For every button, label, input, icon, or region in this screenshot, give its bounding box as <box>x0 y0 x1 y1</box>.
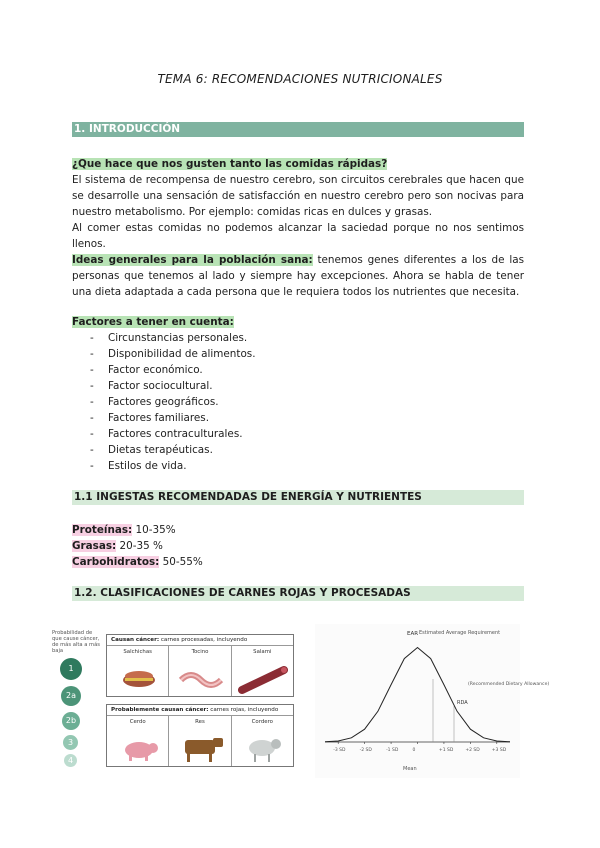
x-tick-label: +1 SD <box>438 748 454 753</box>
animal-label: Cordero <box>251 719 273 725</box>
annotation-rda: RDA <box>457 700 468 706</box>
pig-icon <box>109 726 169 766</box>
carbohidratos-line <box>72 554 524 570</box>
section-heading-clasificaciones: 1.2. CLASIFICACIONES DE CARNES ROJAS Y PROCESADAS <box>72 586 524 601</box>
intro-paragraph-2: Al comer estas comidas no podemos alcanzar la saciedad porque no nos sentimos llenos. <box>72 222 524 250</box>
nutrient-requirement-chart <box>315 624 550 778</box>
section-heading-ingestas: 1.1 INGESTAS RECOMENDADAS DE ENERGÍA Y NUTRIENTES <box>72 490 524 505</box>
annotation-estimated-average: Estimated Average Requirement <box>419 630 501 636</box>
x-tick-label: +2 SD <box>465 748 480 753</box>
level-circle: 1 <box>60 658 82 680</box>
meat-label: Tocino <box>191 649 209 655</box>
box-heading-rest: carnes procesadas, incluyendo <box>159 637 248 643</box>
box-causan-cancer <box>106 634 294 697</box>
probability-label: Probabilidad de que cause cáncer, de más alta a más baja <box>52 630 100 654</box>
level-circle: 4 <box>64 754 77 767</box>
list-item: - Estilos de vida. <box>88 458 256 474</box>
carbohidratos-label: Carbohidratos: <box>72 556 160 568</box>
animal-cell <box>232 716 293 766</box>
page-title: TEMA 6: RECOMENDACIONES NUTRICIONALES <box>157 72 443 86</box>
box-heading-bold: Probablemente causan cáncer: <box>111 707 209 713</box>
list-item: - Factores contraculturales. <box>88 426 256 442</box>
question-highlight: ¿Que hace que nos gusten tanto las comidas rápidas? <box>72 158 388 170</box>
factors-heading <box>72 314 524 330</box>
section-heading-introduccion: 1. INTRODUCCIÓN <box>72 122 524 137</box>
grasas-value: 20-35 % <box>116 540 163 552</box>
annotation-rda-full: (Recommended Dietary Allowance) <box>468 682 550 687</box>
x-tick-label: -2 SD <box>359 748 372 753</box>
meat-label: Salami <box>253 649 272 655</box>
box-heading <box>107 705 293 716</box>
animal-cell <box>169 716 231 766</box>
sausage-icon <box>109 658 169 698</box>
animal-label: Cerdo <box>129 719 146 725</box>
intro-question <box>72 156 524 172</box>
cow-icon <box>171 726 231 766</box>
animal-cell <box>107 716 169 766</box>
box-heading <box>107 635 293 646</box>
x-tick-label: 0 <box>412 748 416 753</box>
bacon-icon <box>171 658 231 698</box>
animal-label: Res <box>195 719 205 725</box>
list-item: - Factores geográficos. <box>88 394 256 410</box>
annotation-ear: EAR <box>407 631 419 637</box>
factors-list <box>88 330 256 474</box>
ideas-paragraph <box>72 252 524 300</box>
level-circle: 3 <box>63 735 78 750</box>
x-tick-label: -1 SD <box>386 748 399 753</box>
list-item: - Factores familiares. <box>88 410 256 426</box>
lamb-icon <box>234 726 294 766</box>
grasas-line <box>72 538 524 554</box>
intro-paragraph-1: El sistema de recompensa de nuestro cerebro, son circuitos cerebrales que hacen que se desarrolle una sensación de satisfacción en nuestro cerebro pero son nocivas para nuestro metabolismo. Por ejemplo: comidas ricas en dulces y grasas. <box>72 174 524 218</box>
x-tick-label: +3 SD <box>491 748 507 753</box>
ideas-text: tenemos genes diferentes a los de las personas que tenemos al lado y siempre hay excepciones. Ahora se habla de tener una dieta adaptada a cada persona que le requiera todos los nutrientes que necesita. <box>72 254 524 298</box>
list-item: - Disponibilidad de alimentos. <box>88 346 256 362</box>
meat-label: Salchichas <box>123 649 152 655</box>
factors-label: Factores a tener en cuenta: <box>72 316 234 328</box>
meat-cell <box>107 646 169 696</box>
grasas-label: Grasas: <box>72 540 117 552</box>
x-tick-label: -3 SD <box>333 748 346 753</box>
list-item: - Factor sociocultural. <box>88 378 256 394</box>
list-item: - Factor económico. <box>88 362 256 378</box>
salami-icon <box>234 658 294 698</box>
chart-svg <box>315 624 550 778</box>
list-item: - Circunstancias personales. <box>88 330 256 346</box>
carcinogen-figure <box>50 624 295 774</box>
box-probablemente-causan-cancer <box>106 704 294 767</box>
meat-cell <box>232 646 293 696</box>
carbohidratos-value: 50-55% <box>159 556 203 568</box>
level-circle: 2b <box>62 712 80 730</box>
box-heading-rest: carnes rojas, incluyendo <box>208 707 279 713</box>
meat-cell <box>169 646 231 696</box>
proteinas-line <box>72 522 524 538</box>
ideas-label: Ideas generales para la población sana: <box>72 254 313 266</box>
proteinas-label: Proteínas: <box>72 524 133 536</box>
x-axis-label: Mean <box>403 766 417 772</box>
proteinas-value: 10-35% <box>132 524 176 536</box>
list-item: - Dietas terapéuticas. <box>88 442 256 458</box>
box-heading-bold: Causan cáncer: <box>111 637 160 643</box>
level-circle: 2a <box>61 686 81 706</box>
